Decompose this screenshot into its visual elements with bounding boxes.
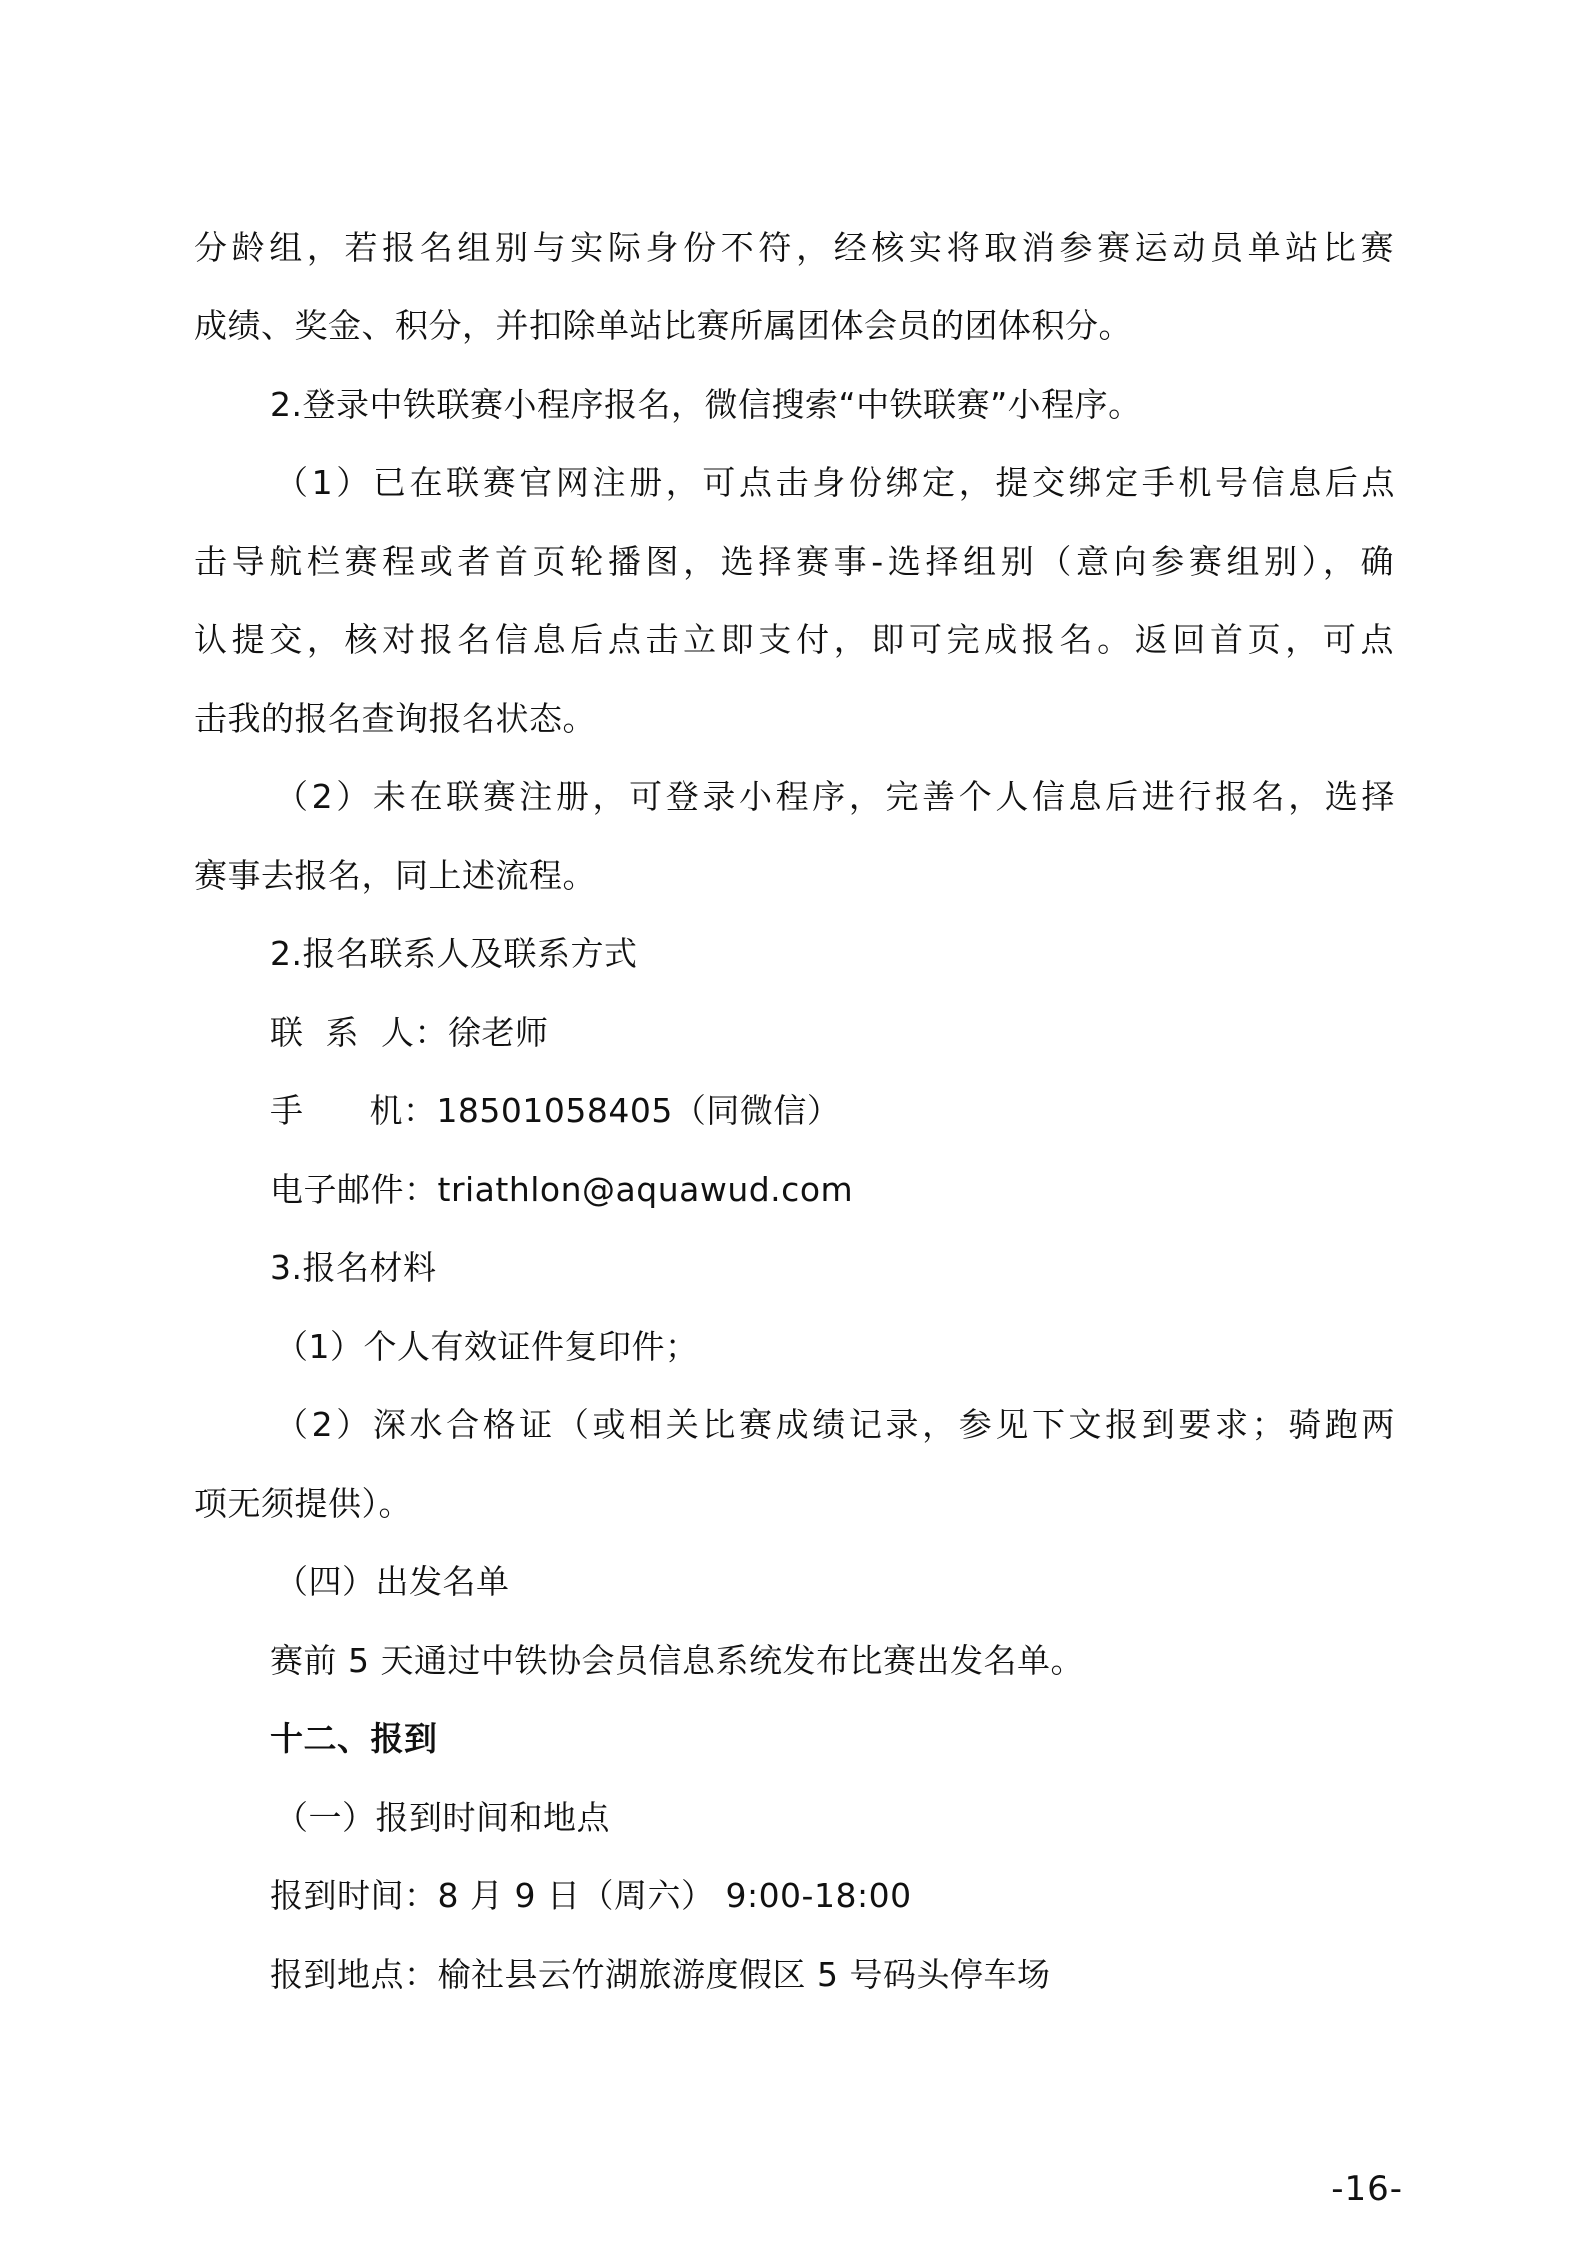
paragraph-line: 击导航栏赛程或者首页轮播图，选择赛事-选择组别（意向参赛组别），确 xyxy=(194,542,1394,581)
checkin-location: 报到地点：榆社县云竹湖旅游度假区 5 号码头停车场 xyxy=(270,1955,1051,1994)
contact-email: 电子邮件：triathlon@aquawud.com xyxy=(270,1170,854,1209)
section-heading: 3.报名材料 xyxy=(270,1248,437,1287)
contact-person: 联 系 人：徐老师 xyxy=(270,1013,549,1052)
paragraph-line: 2.登录中铁联赛小程序报名，微信搜索“中铁联赛”小程序。 xyxy=(270,385,1142,424)
list-item: 项无须提供）。 xyxy=(194,1484,412,1523)
paragraph-line: 认提交，核对报名信息后点击立即支付，即可完成报名。返回首页，可点 xyxy=(194,620,1394,659)
section-heading: 2.报名联系人及联系方式 xyxy=(270,934,638,973)
paragraph-line: 成绩、奖金、积分，并扣除单站比赛所属团体会员的团体积分。 xyxy=(194,306,1132,345)
paragraph-line: 击我的报名查询报名状态。 xyxy=(194,699,596,738)
paragraph-line: 分龄组，若报名组别与实际身份不符，经核实将取消参赛运动员单站比赛 xyxy=(194,228,1394,267)
page-number: -16- xyxy=(1331,2169,1403,2209)
paragraph-line: （1）已在联赛官网注册，可点击身份绑定，提交绑定手机号信息后点 xyxy=(275,463,1395,502)
checkin-time: 报到时间：8 月 9 日（周六） 9:00-18:00 xyxy=(270,1876,912,1915)
paragraph-line: 赛事去报名，同上述流程。 xyxy=(194,856,596,895)
paragraph-line: （2）未在联赛注册，可登录小程序，完善个人信息后进行报名，选择 xyxy=(275,777,1395,816)
list-item: （2）深水合格证（或相关比赛成绩记录，参见下文报到要求；骑跑两 xyxy=(275,1405,1395,1444)
section-heading: （一）报到时间和地点 xyxy=(275,1798,610,1837)
paragraph-line: 赛前 5 天通过中铁协会员信息系统发布比赛出发名单。 xyxy=(270,1641,1084,1680)
contact-phone: 手 机：18501058405（同微信） xyxy=(270,1091,841,1130)
chapter-heading: 十二、报到 xyxy=(270,1719,438,1758)
section-heading: （四）出发名单 xyxy=(275,1562,510,1601)
list-item: （1）个人有效证件复印件； xyxy=(275,1327,699,1366)
